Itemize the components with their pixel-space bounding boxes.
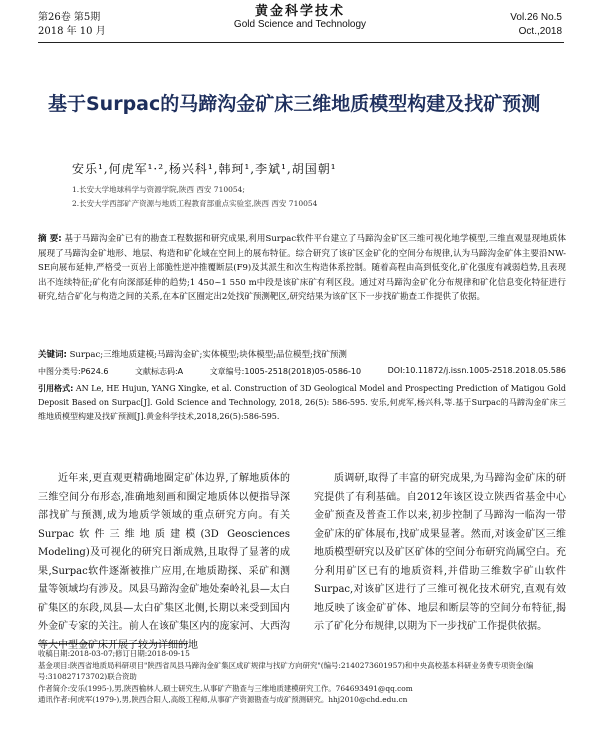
keywords-text: Surpac;三维地质建模;马蹄沟金矿;实体模型;块体模型;品位模型;找矿预测	[69, 350, 347, 360]
citation	[38, 382, 566, 424]
journal-date-en: Oct.,2018	[518, 26, 562, 37]
footnote-rule	[38, 643, 188, 644]
header-rule	[38, 42, 564, 43]
keywords	[38, 348, 566, 360]
body-column-left: 近年来,更直观更精确地圈定矿体边界,了解地质体的三维空间分布形态,准确地刻画和圈定地质体以便指导深部找矿与预测,成为地质学领域的重点研究方向。有关Surpac软件三维地质建模(3D Geosciences Modeling)及可视化的研究日渐成熟,且取得了显著的成果,Surpac软件逐渐被推广应用,在地质勘探、采矿和测量等领域均有涉及。凤县马蹄沟金矿地处秦岭礼县—太白矿集区的东段,凤县—太白矿集区北侧,长期以来受到国内外金矿专家的关注。前人在该矿集区内的庞家河、大西沟等大中型金矿床开展了较为详细的地	[38, 473, 290, 651]
article-meta	[38, 366, 566, 377]
abstract-text: 基于马蹄沟金矿已有的勘查工程数据和研究成果,利用Surpac软件平台建立了马蹄沟金矿区三维可视化地学模型,三维直观显现地质体展现了马蹄沟金矿地形、地层、构造和矿化域在空间上的展布特征。综合研究了该矿区金矿化的空间分布规律,认为马蹄沟金矿体主要沿NW-SE向展布延伸,严格受一页岩上部脆性逆冲推覆断层(F9)及其派生和次生构造体系控制。随着高程由高到低变化,矿化强度有减弱趋势,且表现出不连续特征;矿化有向深部延伸的趋势;1 450~1 550 m中段是该矿床矿有利区段。通过对马蹄沟金矿化分布规律和矿化信息变化特征进行研究,结合矿化与构造之间的关系,在本矿区圈定出2处找矿预测靶区,研究结果为该矿区下一步找矿勘查工作提供了依据。	[38, 234, 567, 302]
keywords-label: 关键词:	[38, 350, 67, 360]
journal-title-cn: 黄金科学技术	[254, 4, 345, 19]
footnote-funding: 基金项目:陕西省地质局科研项目"陕西省凤县马蹄沟金矿集区成矿规律与找矿方向研究"(编号:2140273601957)和中央高校基本科研业务费专项资金(编号:310827173702)联合资助	[38, 660, 534, 681]
doi: DOI:10.11872/j.issn.1005-2518.2018.05.586	[387, 366, 566, 375]
journal-volume: Vol.26 No.5	[510, 12, 562, 23]
clc-number: 中图分类号:P624.6	[38, 367, 109, 376]
abstract-label: 摘 要:	[38, 234, 62, 244]
abstract	[38, 232, 566, 305]
body-column-right: 质调研,取得了丰富的研究成果,为马蹄沟金矿床的研究提供了有利基础。自2012年该区设立陕西省基金中心金矿预查及普查工作以来,初步控制了马蹄沟一临沟一带金矿床的矿体展布,找矿成果显著。然而,对该金矿区三维地质模型研究以及矿区矿体的空间分布研究尚属空白。充分利用矿区已有的地质资料,并借助三维数字矿山软件Surpac,对该矿区进行了三维可视化技术研究,直观有效地反映了该金矿矿体、地层和断层等的空间分布特征,揭示了矿化分布规律,以期为下一步找矿工作提供依据。	[314, 473, 566, 632]
citation-text: AN Le, HE Hujun, YANG Xingke, et al. Construction of 3D Geological Model and Prospecting Prediction of Matigou Gold Deposit Based on Surpac[J]. Gold Science and Technology, 2018, 26(5): 586-595. 安乐,何虎军,杨兴科,等.基于Surpac的马蹄沟金矿床三维地质模型构建及找矿预测[J].黄金科学技术,2018,26(5):586-595.	[38, 384, 567, 421]
footnote-corresponding: 通讯作者:何虎军(1979-),男,陕西合阳人,高级工程师,从事矿产资源勘查与成矿预测研究。hhj2010@chd.edu.cn	[38, 695, 408, 704]
article-title: 基于Surpac的马蹄沟金矿床三维地质模型构建及找矿预测	[48, 93, 541, 115]
citation-label: 引用格式:	[38, 384, 74, 393]
article-number: 文章编号:1005-2518(2018)05-0586-10	[209, 367, 362, 376]
footnote-author-bio: 作者简介:安乐(1995-),男,陕西榆林人,硕士研究生,从事矿产勘查与三维地质建模研究工作。764693491@qq.com	[38, 683, 413, 693]
document-code: 文献标志码:A	[134, 367, 184, 376]
footnote-dates: 收稿日期:2018-03-07;修订日期:2018-09-15	[38, 649, 190, 658]
journal-issue: 第26卷 第5期	[38, 12, 101, 23]
affiliation-2: 2.长安大学西部矿产资源与地质工程教育部重点实验室,陕西 西安 710054	[72, 199, 318, 208]
affiliation-1: 1.长安大学地球科学与资源学院,陕西 西安 710054;	[72, 185, 245, 194]
footnotes	[38, 648, 566, 706]
journal-date: 2018 年 10 月	[38, 26, 106, 37]
author-list: 安乐¹,何虎军¹·²,杨兴科¹,韩珂¹,李斌¹,胡国朝¹	[72, 162, 337, 176]
journal-title-en: Gold Science and Technology	[233, 19, 367, 30]
